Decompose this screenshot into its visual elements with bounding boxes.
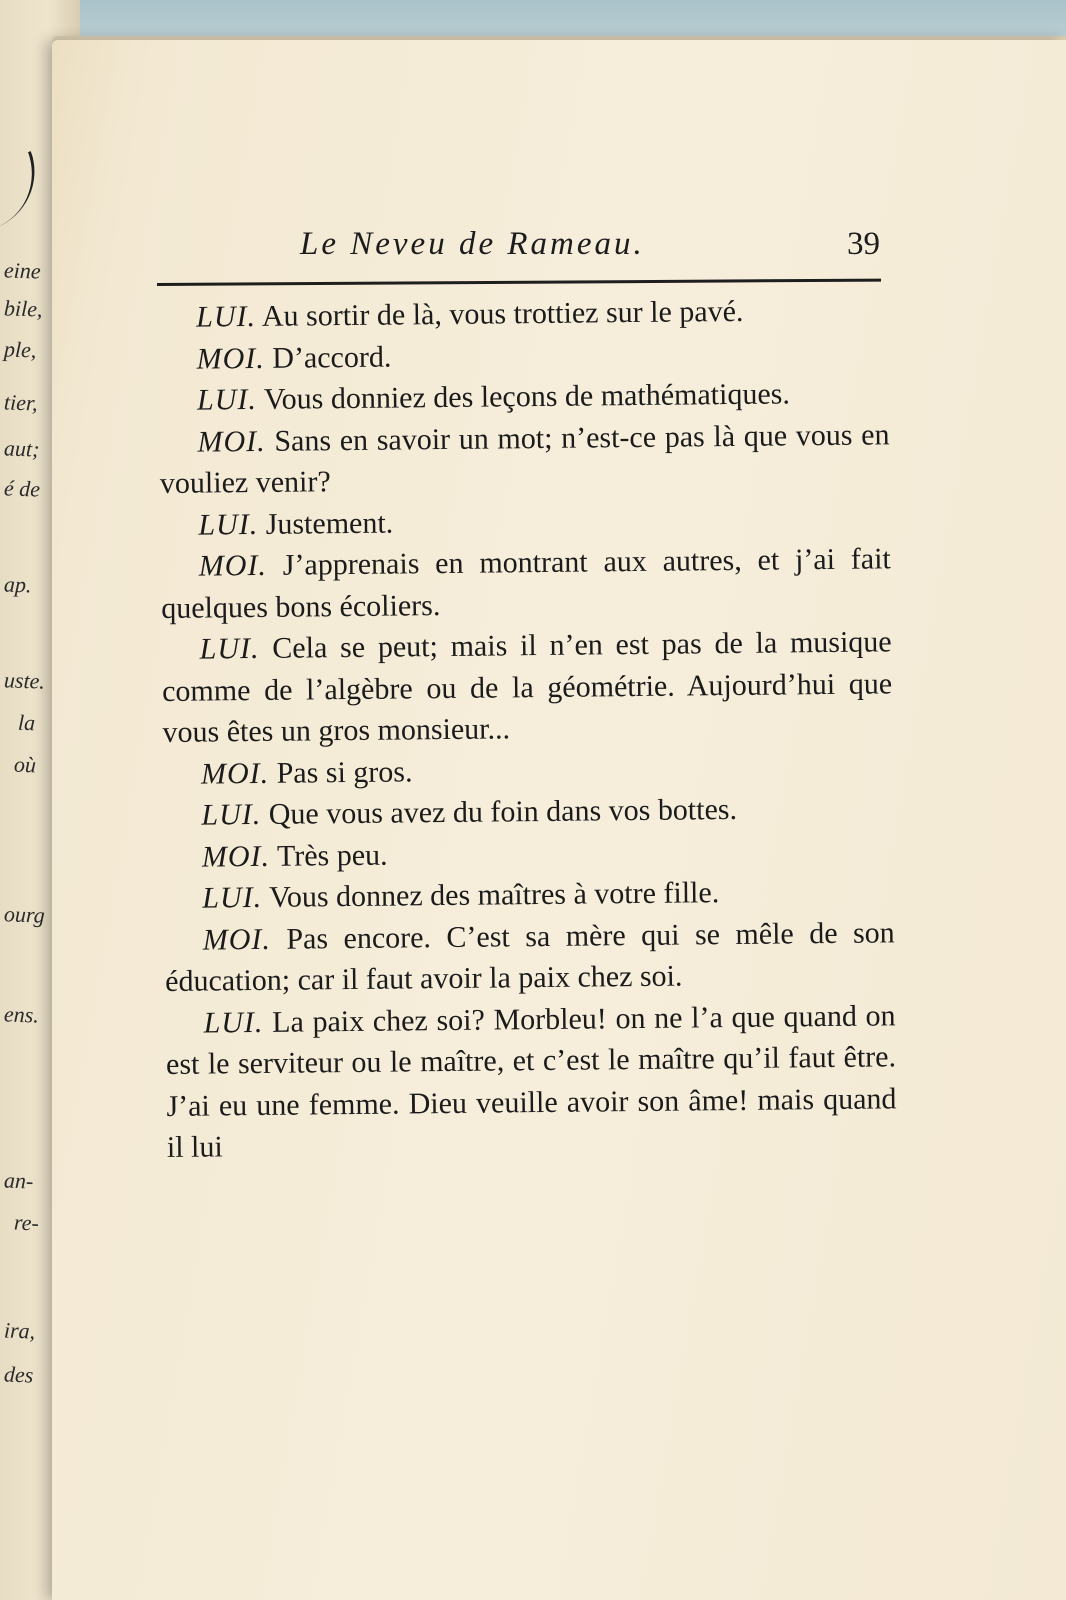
margin-fragment: uste.	[3, 667, 46, 694]
dialogue-line: Au sortir de là, vous trottiez sur le pavé.	[255, 294, 744, 333]
dialogue-line: Vous donniez des leçons de mathématiques.	[256, 377, 791, 416]
speaker-label: LUI.	[201, 797, 262, 832]
dialogue-line: Que vous avez du foin dans vos bottes.	[261, 792, 738, 831]
dialogue-line: Pas encore. C’est sa mère qui se mêle de son éducation; car il faut avoir la paix chez soi.	[164, 915, 895, 998]
facing-page-rule	[0, 151, 51, 229]
speaker-label: LUI.	[202, 880, 263, 915]
margin-fragment: re-	[13, 1209, 40, 1236]
dialogue-line: J’apprenais en montrant aux autres, et j’ai fait quelques bons écoliers.	[161, 542, 891, 625]
margin-fragment: des	[3, 1361, 34, 1388]
running-head	[300, 226, 880, 276]
dialogue-line: Pas si gros.	[268, 754, 413, 790]
margin-fragment: aut;	[3, 435, 40, 462]
dialogue-paragraph	[165, 995, 897, 1169]
dialogue-line: D’accord.	[264, 340, 392, 375]
dialogue-line: Sans en savoir un mot; n’est-ce pas là que vous en vouliez venir?	[159, 417, 890, 500]
dialogue-line: Vous donnez des maîtres à votre fille.	[261, 876, 720, 914]
speaker-label: MOI.	[202, 922, 272, 957]
margin-fragment: la	[17, 709, 36, 736]
dialogue-paragraph	[165, 912, 896, 1003]
dialogue-line: Très peu.	[269, 838, 388, 873]
dialogue-paragraph	[159, 414, 890, 505]
dialogue-line: La paix chez soi? Morbleu! on ne l’a que quand on est le serviteur ou le maître, et c’est le maître qu’il faut être. J’ai eu une femme. Dieu veuille avoir son âme! mais quand il lui	[165, 998, 897, 1164]
speaker-label: LUI.	[196, 299, 257, 334]
dialogue-paragraph	[159, 372, 889, 421]
margin-fragment: ira,	[3, 1317, 36, 1344]
page-number: 39	[847, 226, 880, 262]
margin-fragment: ens.	[3, 1001, 40, 1028]
dialogue-line: Justement.	[258, 506, 394, 541]
speaker-label: MOI.	[198, 548, 268, 583]
dialogue-paragraph	[161, 538, 892, 629]
margin-fragment: où	[13, 751, 37, 778]
dialogue-paragraph	[161, 621, 892, 753]
margin-fragment: é de	[3, 475, 41, 502]
speaker-label: MOI.	[196, 341, 265, 376]
margin-fragment: an-	[3, 1167, 34, 1194]
margin-fragment: ple,	[3, 336, 37, 363]
speaker-label: MOI.	[200, 756, 270, 791]
margin-fragment: ourg	[3, 901, 46, 928]
margin-fragment: ap.	[3, 571, 32, 598]
speaker-label: MOI.	[201, 839, 271, 874]
running-title: Le Neveu de Rameau.	[300, 226, 645, 262]
margin-fragment: eine	[3, 257, 42, 284]
dialogue-line: Cela se peut; mais il n’en est pas de la musique comme de l’algèbre ou de la géométrie. Aujourd’hui que vous êtes un gros monsieur...	[161, 625, 893, 749]
speaker-label: LUI.	[198, 507, 259, 542]
margin-fragment: bile,	[3, 295, 43, 322]
speaker-label: LUI.	[199, 631, 260, 666]
speaker-label: MOI.	[197, 424, 266, 459]
dialogue-text	[158, 289, 897, 1168]
speaker-label: LUI.	[203, 1005, 264, 1040]
speaker-label: LUI.	[196, 382, 258, 417]
margin-fragment: tier,	[3, 389, 39, 416]
